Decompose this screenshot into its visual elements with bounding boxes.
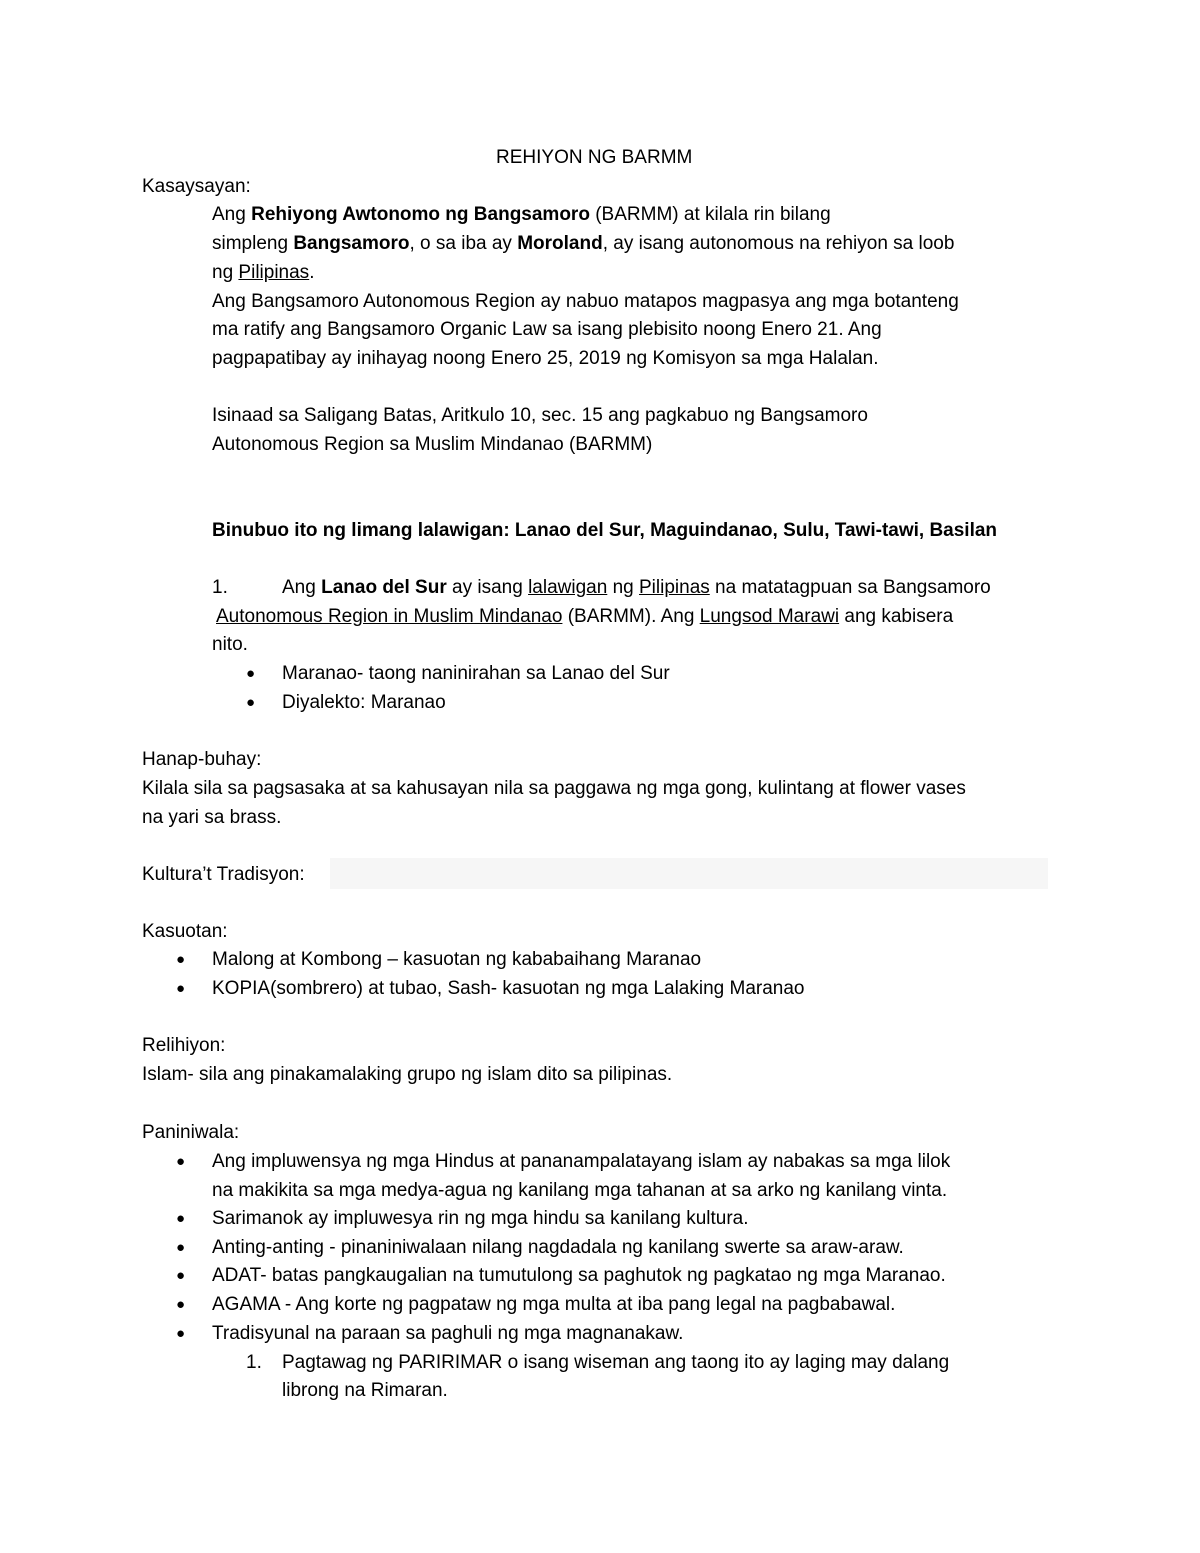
paniniwala-b1-line1: Ang impluwensya ng mga Hindus at pananampalatayang islam ay nabakas sa mga lilok [212, 1151, 951, 1172]
kasaysayan-p3-line2: Autonomous Region sa Muslim Mindanao (BARMM) [212, 434, 653, 455]
kasaysayan-p3-line1: Isinaad sa Saligang Batas, Aritkulo 10, sec. 15 ang pagkabuo ng Bangsamoro [212, 405, 868, 426]
kasaysayan-heading: Kasaysayan: [142, 176, 251, 197]
paniniwala-b2: Sarimanok ay impluwesya rin ng mga hindu sa kanilang kultura. [212, 1208, 749, 1229]
sub-number: 1. [246, 1352, 262, 1373]
kasaysayan-p1-line3: ng Pilipinas. [212, 262, 315, 283]
kasuotan-item-1: Malong at Kombong – kasuotan ng kababaihang Maranao [212, 949, 702, 970]
hanapbuhay-heading: Hanap-buhay: [142, 749, 262, 770]
bullet-icon: ● [176, 1325, 186, 1342]
paniniwala-sub-line1: Pagtawag ng PARIRIMAR o isang wiseman ang taong ito ay laging may dalang [282, 1352, 950, 1373]
bullet-icon: ● [176, 1210, 186, 1227]
bullet-icon: ● [176, 980, 186, 997]
kasaysayan-p1-line2: simpleng Bangsamoro, o sa iba ay Moroland, ay isang autonomous na rehiyon sa loob [212, 233, 955, 254]
pilipinas-link-2[interactable]: Pilipinas [639, 577, 710, 598]
armm-link[interactable]: Autonomous Region in Muslim Mindanao [216, 606, 563, 627]
paniniwala-heading: Paniniwala: [142, 1122, 240, 1143]
lanao-bullet-2: Diyalekto: Maranao [282, 692, 446, 713]
lanao-bullet-1: Maranao- taong naninirahan sa Lanao del Sur [282, 663, 670, 684]
bullet-icon: ● [176, 1153, 186, 1170]
kasaysayan-p2-line2: ma ratify ang Bangsamoro Organic Law sa isang plebisito noong Enero 21. Ang [212, 319, 882, 340]
paniniwala-sub-line2: librong na Rimaran. [282, 1380, 448, 1401]
paniniwala-b3: Anting-anting - pinaniniwalaan nilang nagdadala ng kanilang swerte sa araw-araw. [212, 1237, 904, 1258]
lanao-line2: Autonomous Region in Muslim Mindanao (BARMM). Ang Lungsod Marawi ang kabisera [216, 606, 954, 627]
paniniwala-b1-line2: na makikita sa mga medya-agua ng kanilang mga tahanan at sa arko ng kanilang vinta. [212, 1180, 948, 1201]
bullet-icon: ● [176, 1267, 186, 1284]
lalawigan-link[interactable]: lalawigan [528, 577, 608, 598]
lanao-line1: Ang Lanao del Sur ay isang lalawigan ng Pilipinas na matatagpuan sa Bangsamoro [282, 577, 991, 598]
hanapbuhay-line2: na yari sa brass. [142, 807, 282, 828]
bullet-icon: ● [176, 1239, 186, 1256]
kasaysayan-p1-line1: Ang Rehiyong Awtonomo ng Bangsamoro (BARMM) at kilala rin bilang [212, 204, 831, 225]
lanao-number: 1. [212, 577, 228, 598]
page-title: REHIYON NG BARMM [496, 147, 693, 168]
kultura-heading: Kultura’t Tradisyon: [142, 864, 305, 885]
lungsod-marawi-link[interactable]: Lungsod Marawi [699, 606, 840, 627]
bullet-icon: ● [176, 1296, 186, 1313]
kasuotan-item-2: KOPIA(sombrero) at tubao, Sash- kasuotan ng mga Lalaking Maranao [212, 978, 805, 999]
lanao-line3: nito. [212, 634, 248, 655]
relihiyon-heading: Relihiyon: [142, 1035, 226, 1056]
pilipinas-link[interactable]: Pilipinas [238, 262, 310, 283]
paniniwala-b6: Tradisyunal na paraan sa paghuli ng mga magnanakaw. [212, 1323, 684, 1344]
binubuo-heading: Binubuo ito ng limang lalawigan: Lanao del Sur, Maguindanao, Sulu, Tawi-tawi, Basilan [212, 520, 998, 541]
kasaysayan-p2-line1: Ang Bangsamoro Autonomous Region ay nabuo matapos magpasya ang mga botanteng [212, 291, 959, 312]
relihiyon-text: Islam- sila ang pinakamalaking grupo ng islam dito sa pilipinas. [142, 1064, 673, 1085]
bullet-icon: ● [246, 665, 256, 682]
paniniwala-b4: ADAT- batas pangkaugalian na tumutulong sa paghutok ng pagkatao ng mga Maranao. [212, 1265, 946, 1286]
highlight-shade [330, 858, 1048, 889]
paniniwala-b5: AGAMA - Ang korte ng pagpataw ng mga multa at iba pang legal na pagbabawal. [212, 1294, 896, 1315]
kasaysayan-p2-line3: pagpapatibay ay inihayag noong Enero 25, 2019 ng Komisyon sa mga Halalan. [212, 348, 879, 369]
hanapbuhay-line1: Kilala sila sa pagsasaka at sa kahusayan nila sa paggawa ng mga gong, kulintang at flower vases [142, 778, 966, 799]
bullet-icon: ● [176, 951, 186, 968]
kasuotan-heading: Kasuotan: [142, 921, 228, 942]
bullet-icon: ● [246, 694, 256, 711]
